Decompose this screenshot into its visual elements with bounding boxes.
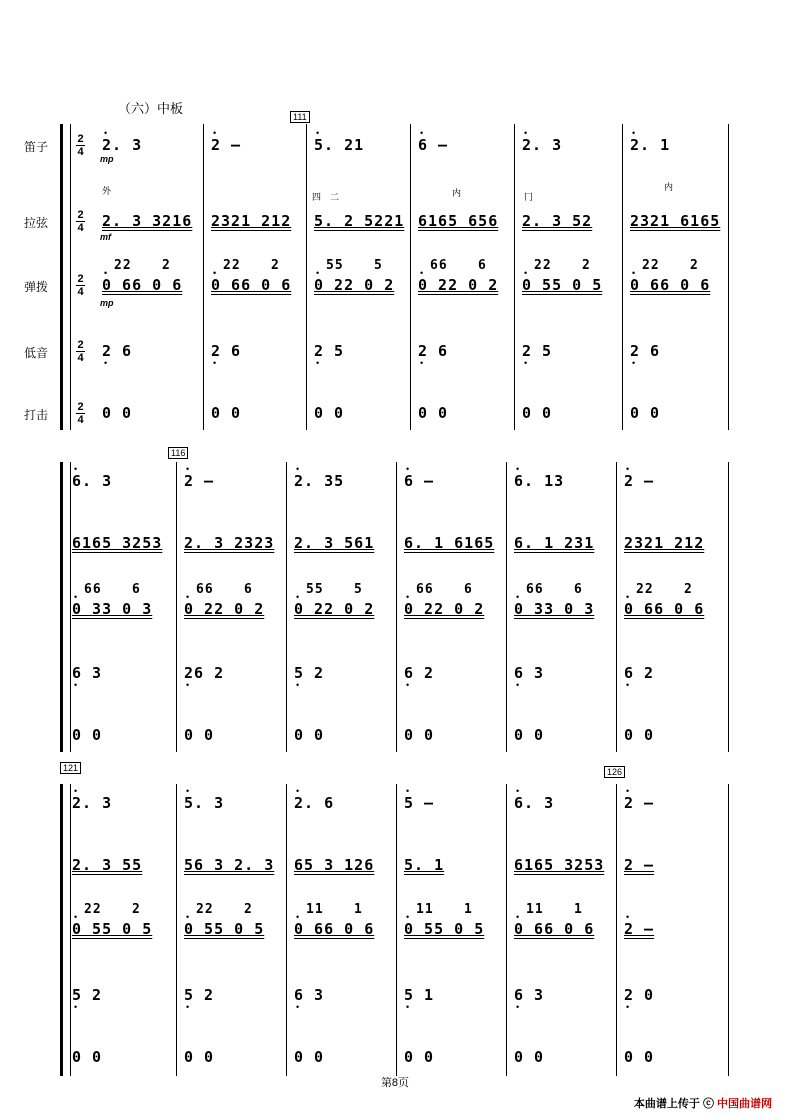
measure-number: 126 <box>604 766 625 778</box>
daji-measure: 0 0 <box>522 404 553 422</box>
octave-dot-below: • <box>626 680 630 690</box>
tanbo-upper-note: 22 <box>114 258 132 273</box>
dizi-measure: 6 – <box>418 136 449 154</box>
tanbo-upper-note: 6 <box>244 582 253 597</box>
tanbo-upper-note: 22 <box>636 582 654 597</box>
octave-dot-below: • <box>296 680 300 690</box>
tanbo-upper-note: 5 <box>354 582 363 597</box>
dizi-measure: 2 – <box>624 794 655 812</box>
system-brace <box>60 124 63 430</box>
tanbo-upper-note: 2 <box>690 258 699 273</box>
diyin-measure: 2 6 <box>630 342 661 360</box>
bowing-mark: 内 <box>452 188 462 198</box>
octave-dot-below: • <box>74 680 78 690</box>
octave-dot: • <box>516 464 520 474</box>
tanbo-upper-note: 22 <box>196 902 214 917</box>
tanbo-measure: 0 66 0 6 <box>294 920 375 938</box>
octave-dot: • <box>74 464 78 474</box>
bar-line <box>728 124 729 430</box>
tempo-marking: （六）中板 <box>118 101 184 116</box>
tanbo-upper-note: 1 <box>574 902 583 917</box>
octave-dot-below: • <box>516 1002 520 1012</box>
tanbo-upper-note: 2 <box>684 582 693 597</box>
tanbo-upper-note: 22 <box>534 258 552 273</box>
tanbo-upper-note: 66 <box>526 582 544 597</box>
bowing-mark: 外 <box>102 186 112 196</box>
bar-line <box>306 124 307 430</box>
octave-dot: • <box>406 912 410 922</box>
laxian-measure: 5. 1 <box>404 856 445 874</box>
tanbo-upper-note: 1 <box>354 902 363 917</box>
daji-measure: 0 0 <box>102 404 133 422</box>
daji-measure: 0 0 <box>294 1048 325 1066</box>
daji-measure: 0 0 <box>404 726 435 744</box>
measure-number: 111 <box>290 111 310 123</box>
bar-line <box>506 462 507 752</box>
tanbo-upper-note: 6 <box>132 582 141 597</box>
bar-line <box>616 784 617 1076</box>
laxian-measure: 2. 3 2323 <box>184 534 275 552</box>
tanbo-upper-note: 66 <box>430 258 448 273</box>
tanbo-upper-note: 66 <box>196 582 214 597</box>
diyin-measure: 6 3 <box>514 664 545 682</box>
footer-text: 本曲谱上传于 <box>633 1098 700 1110</box>
octave-dot: • <box>104 128 108 138</box>
octave-dot: • <box>186 464 190 474</box>
bowing-mark: 内 <box>664 182 674 192</box>
tanbo-measure: 0 66 0 6 <box>624 600 705 618</box>
daji-measure: 0 0 <box>314 404 345 422</box>
bar-line <box>286 784 287 1076</box>
bar-line <box>514 124 515 430</box>
footer-logo-icon: ⓒ <box>702 1098 714 1110</box>
dizi-measure: 2 – <box>184 472 215 490</box>
laxian-measure: 6. 1 231 <box>514 534 595 552</box>
bar-line <box>506 784 507 1076</box>
system-brace <box>60 462 63 752</box>
octave-dot-below: • <box>632 358 636 368</box>
tanbo-measure: 0 66 0 6 <box>514 920 595 938</box>
octave-dot: • <box>74 592 78 602</box>
octave-dot-below: • <box>104 358 108 368</box>
tanbo-measure: 0 66 0 6 <box>102 276 183 294</box>
bar-line <box>728 462 729 752</box>
diyin-measure: 5 2 <box>294 664 325 682</box>
octave-dot: • <box>186 786 190 796</box>
dizi-measure: 5 – <box>404 794 435 812</box>
dizi-measure: 6. 13 <box>514 472 565 490</box>
time-signature: 2 4 <box>77 401 84 426</box>
laxian-measure: 6. 1 6165 <box>404 534 495 552</box>
bar-line <box>203 124 204 430</box>
octave-dot-below: • <box>626 1002 630 1012</box>
tanbo-measure: 0 66 0 6 <box>211 276 292 294</box>
laxian-measure: 5. 2 5221 <box>314 212 405 230</box>
laxian-measure: 6165 3253 <box>72 534 163 552</box>
octave-dot: • <box>186 592 190 602</box>
octave-dot: • <box>626 464 630 474</box>
octave-dot: • <box>626 786 630 796</box>
octave-dot: • <box>632 268 636 278</box>
octave-dot: • <box>186 912 190 922</box>
instrument-label: 笛子 <box>24 140 49 154</box>
octave-dot-below: • <box>213 358 217 368</box>
tanbo-measure: 0 22 0 2 <box>294 600 375 618</box>
bar-line <box>176 462 177 752</box>
octave-dot-below: • <box>186 1002 190 1012</box>
system-start-line <box>70 124 71 430</box>
bar-line <box>728 784 729 1076</box>
footer-credit <box>634 1095 772 1111</box>
diyin-measure: 6 3 <box>72 664 103 682</box>
bowing-mark: 冂 <box>524 192 534 202</box>
octave-dot: • <box>516 786 520 796</box>
measure-number: 116 <box>168 447 188 459</box>
bar-line <box>616 462 617 752</box>
laxian-measure: 2. 3 561 <box>294 534 375 552</box>
time-signature: 2 4 <box>77 273 84 298</box>
daji-measure: 0 0 <box>184 726 215 744</box>
octave-dot-below: • <box>516 680 520 690</box>
laxian-measure: 2. 3 52 <box>522 212 593 230</box>
tanbo-upper-note: 5 <box>374 258 383 273</box>
dizi-measure: 2 – <box>624 472 655 490</box>
tanbo-upper-note: 6 <box>464 582 473 597</box>
octave-dot: • <box>626 592 630 602</box>
instrument-label: 弹拨 <box>24 280 49 294</box>
diyin-measure: 2 0 <box>624 986 655 1004</box>
laxian-measure: 65 3 126 <box>294 856 375 874</box>
system-start-line <box>70 462 71 752</box>
dynamic-marking: mp <box>100 154 114 164</box>
daji-measure: 0 0 <box>72 1048 103 1066</box>
laxian-measure: 6165 3253 <box>514 856 605 874</box>
tanbo-upper-note: 11 <box>526 902 544 917</box>
daji-measure: 0 0 <box>211 404 242 422</box>
octave-dot: • <box>406 464 410 474</box>
diyin-measure: 6 2 <box>624 664 655 682</box>
dizi-measure: 2. 1 <box>630 136 671 154</box>
tanbo-upper-note: 6 <box>574 582 583 597</box>
tanbo-measure: 0 22 0 2 <box>404 600 485 618</box>
diyin-measure: 2 6 <box>102 342 133 360</box>
octave-dot-below: • <box>406 1002 410 1012</box>
tanbo-upper-note: 22 <box>223 258 241 273</box>
daji-measure: 0 0 <box>514 1048 545 1066</box>
daji-measure: 0 0 <box>514 726 545 744</box>
octave-dot: • <box>406 592 410 602</box>
page-number: 第8页 <box>380 1077 410 1089</box>
tanbo-upper-note: 2 <box>271 258 280 273</box>
daji-measure: 0 0 <box>72 726 103 744</box>
octave-dot: • <box>296 786 300 796</box>
laxian-measure: 2321 212 <box>624 534 705 552</box>
instrument-label: 拉弦 <box>24 216 49 230</box>
octave-dot: • <box>74 786 78 796</box>
octave-dot: • <box>524 128 528 138</box>
dizi-measure: 2. 3 <box>522 136 563 154</box>
octave-dot: • <box>104 268 108 278</box>
bar-line <box>410 124 411 430</box>
daji-measure: 0 0 <box>624 726 655 744</box>
tanbo-measure: 2 – <box>624 920 655 938</box>
diyin-measure: 26 2 <box>184 664 225 682</box>
dizi-measure: 2 – <box>211 136 242 154</box>
diyin-measure: 2 5 <box>314 342 345 360</box>
tanbo-measure: 0 66 0 6 <box>630 276 711 294</box>
laxian-measure: 6165 656 <box>418 212 499 230</box>
tanbo-upper-note: 11 <box>416 902 434 917</box>
bowing-mark: 二 <box>330 192 340 202</box>
octave-dot: • <box>516 912 520 922</box>
octave-dot-below: • <box>420 358 424 368</box>
bar-line <box>176 784 177 1076</box>
tanbo-measure: 0 22 0 2 <box>418 276 499 294</box>
diyin-measure: 2 5 <box>522 342 553 360</box>
octave-dot: • <box>296 912 300 922</box>
daji-measure: 0 0 <box>404 1048 435 1066</box>
bar-line <box>622 124 623 430</box>
dizi-measure: 2. 3 <box>102 136 143 154</box>
octave-dot-below: • <box>406 680 410 690</box>
tanbo-measure: 0 55 0 5 <box>184 920 265 938</box>
diyin-measure: 6 3 <box>514 986 545 1004</box>
octave-dot: • <box>74 912 78 922</box>
tanbo-upper-note: 6 <box>478 258 487 273</box>
time-signature: 2 4 <box>77 339 84 364</box>
laxian-measure: 2. 3 55 <box>72 856 143 874</box>
tanbo-measure: 0 33 0 3 <box>72 600 153 618</box>
bar-line <box>396 784 397 1076</box>
diyin-measure: 2 6 <box>211 342 242 360</box>
diyin-measure: 2 6 <box>418 342 449 360</box>
octave-dot: • <box>516 592 520 602</box>
octave-dot: • <box>213 268 217 278</box>
octave-dot: • <box>632 128 636 138</box>
dizi-measure: 2. 35 <box>294 472 345 490</box>
laxian-measure: 56 3 2. 3 <box>184 856 275 874</box>
tanbo-upper-note: 66 <box>416 582 434 597</box>
tanbo-upper-note: 2 <box>244 902 253 917</box>
octave-dot-below: • <box>186 680 190 690</box>
tanbo-measure: 0 55 0 5 <box>404 920 485 938</box>
daji-measure: 0 0 <box>418 404 449 422</box>
measure-number: 121 <box>60 762 81 774</box>
octave-dot: • <box>316 128 320 138</box>
tanbo-upper-note: 66 <box>84 582 102 597</box>
diyin-measure: 6 3 <box>294 986 325 1004</box>
daji-measure: 0 0 <box>294 726 325 744</box>
laxian-measure: 2 – <box>624 856 655 874</box>
octave-dot-below: • <box>296 1002 300 1012</box>
tanbo-measure: 0 22 0 2 <box>314 276 395 294</box>
dizi-measure: 6. 3 <box>72 472 113 490</box>
tanbo-measure: 0 33 0 3 <box>514 600 595 618</box>
system-brace <box>60 784 63 1076</box>
bar-line <box>286 462 287 752</box>
instrument-label: 低音 <box>24 346 49 360</box>
octave-dot-below: • <box>524 358 528 368</box>
tanbo-upper-note: 22 <box>84 902 102 917</box>
laxian-measure: 2. 3 3216 <box>102 212 193 230</box>
tanbo-measure: 0 22 0 2 <box>184 600 265 618</box>
octave-dot: • <box>296 592 300 602</box>
dizi-measure: 6 – <box>404 472 435 490</box>
octave-dot: • <box>420 268 424 278</box>
diyin-measure: 5 1 <box>404 986 435 1004</box>
tanbo-upper-note: 1 <box>464 902 473 917</box>
laxian-measure: 2321 6165 <box>630 212 721 230</box>
octave-dot: • <box>406 786 410 796</box>
tanbo-upper-note: 2 <box>162 258 171 273</box>
daji-measure: 0 0 <box>624 1048 655 1066</box>
tanbo-upper-note: 2 <box>132 902 141 917</box>
dynamic-marking: mp <box>100 298 114 308</box>
octave-dot: • <box>296 464 300 474</box>
tanbo-upper-note: 11 <box>306 902 324 917</box>
tanbo-upper-note: 22 <box>642 258 660 273</box>
dizi-measure: 5. 21 <box>314 136 365 154</box>
tanbo-measure: 0 55 0 5 <box>72 920 153 938</box>
laxian-measure: 2321 212 <box>211 212 292 230</box>
diyin-measure: 5 2 <box>184 986 215 1004</box>
system-start-line <box>70 784 71 1076</box>
dynamic-marking: mf <box>100 232 111 242</box>
tanbo-upper-note: 2 <box>582 258 591 273</box>
dizi-measure: 6. 3 <box>514 794 555 812</box>
octave-dot: • <box>626 912 630 922</box>
footer-brand: 中国曲谱网 <box>717 1098 772 1110</box>
bowing-mark: 四 <box>312 192 322 202</box>
tanbo-upper-note: 55 <box>326 258 344 273</box>
octave-dot: • <box>316 268 320 278</box>
dizi-measure: 2. 6 <box>294 794 335 812</box>
diyin-measure: 5 2 <box>72 986 103 1004</box>
dizi-measure: 5. 3 <box>184 794 225 812</box>
tanbo-upper-note: 55 <box>306 582 324 597</box>
octave-dot: • <box>524 268 528 278</box>
octave-dot: • <box>420 128 424 138</box>
daji-measure: 0 0 <box>184 1048 215 1066</box>
instrument-label: 打击 <box>24 408 49 422</box>
octave-dot-below: • <box>74 1002 78 1012</box>
bar-line <box>396 462 397 752</box>
daji-measure: 0 0 <box>630 404 661 422</box>
dizi-measure: 2. 3 <box>72 794 113 812</box>
octave-dot: • <box>213 128 217 138</box>
tanbo-measure: 0 55 0 5 <box>522 276 603 294</box>
time-signature: 2 4 <box>77 133 84 158</box>
octave-dot-below: • <box>316 358 320 368</box>
time-signature: 2 4 <box>77 209 84 234</box>
diyin-measure: 6 2 <box>404 664 435 682</box>
